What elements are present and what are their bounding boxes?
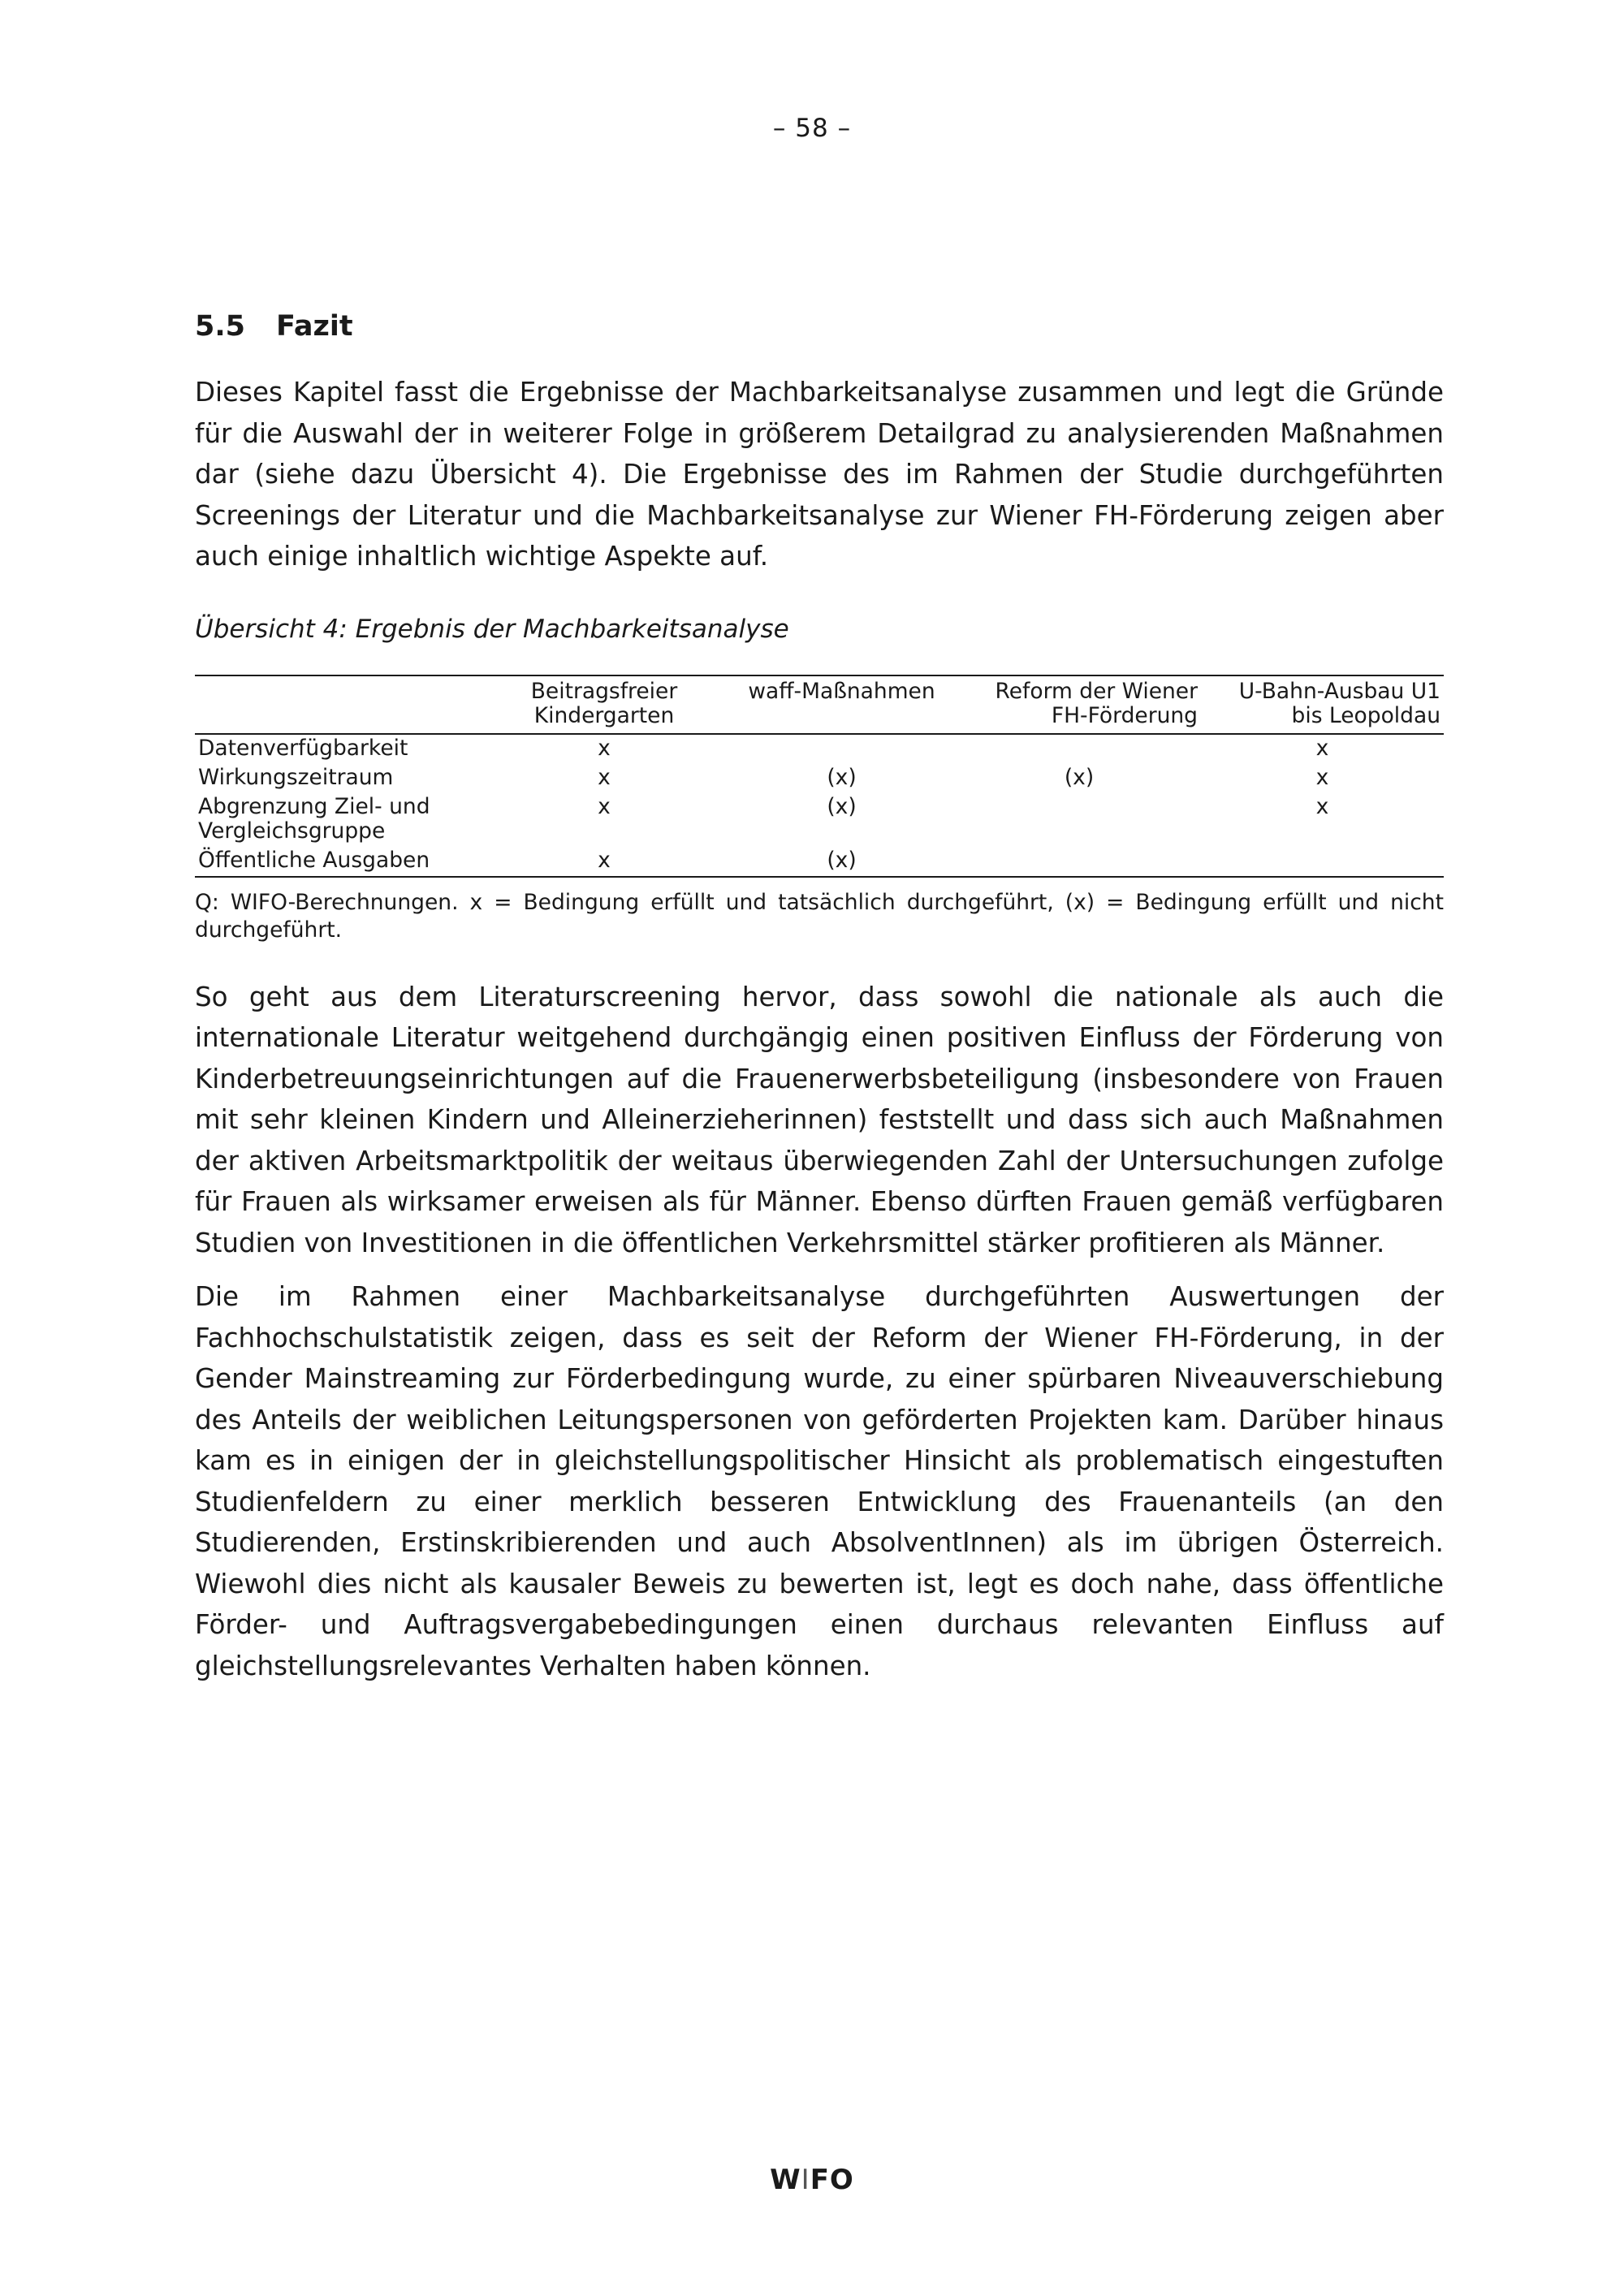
table-cell: (x) bbox=[827, 764, 857, 790]
table-cell: x bbox=[598, 793, 611, 819]
table-cell: x bbox=[598, 764, 611, 790]
table-cell: (x) bbox=[827, 793, 857, 819]
table-cell bbox=[726, 734, 957, 764]
table-cell: x bbox=[1315, 735, 1329, 761]
table-cell: x bbox=[1315, 764, 1329, 790]
table-row bbox=[195, 734, 1444, 764]
table-cell: x bbox=[598, 847, 611, 873]
row-label: Öffentliche Ausgaben bbox=[198, 847, 430, 873]
intro-paragraph: Dieses Kapitel fasst die Ergebnisse der Machbarkeitsanalyse zusammen und legt die Gründe für die Auswahl der in weiterer Folge in größerem Detailgrad zu analysierenden Maßnahmen dar (siehe dazu Übersicht 4). Die Ergebnisse des im Rahmen der Studie durchgeführten Screenings der Literatur und die Machbarkeitsanalyse zur Wiener FH-Förderung zeigen aber auch einige inhaltlich wichtige Aspekte auf. bbox=[195, 377, 1444, 572]
row-label: Wirkungszeitraum bbox=[198, 764, 394, 790]
row-label: Datenverfügbarkeit bbox=[198, 735, 408, 761]
table-cell bbox=[957, 734, 1201, 764]
section-number: 5.5 bbox=[195, 310, 246, 343]
section-title: Fazit bbox=[276, 310, 353, 343]
table-header-row bbox=[195, 675, 1444, 734]
column-header: U-Bahn-Ausbau U1 bis Leopoldau bbox=[1238, 678, 1440, 728]
table-caption: Übersicht 4: Ergebnis der Machbarkeitsanalyse bbox=[195, 614, 789, 644]
column-header: Reform der Wiener FH-Förderung bbox=[995, 678, 1198, 728]
body-paragraph: So geht aus dem Literaturscreening hervor, dass sowohl die nationale als auch die internationale Literatur weitgehend durchgängig einen positiven Einfluss der Förderung von Kinderbetreuungseinrichtungen auf die Frauenerwerbsbeteiligung (insbesondere von Frauen mit sehr kleinen Kindern und Alleinerzieherinnen) feststellt und dass sich auch Maßnahmen der aktiven Arbeitsmarktpolitik der weitaus überwiegenden Zahl der Untersuchungen zufolge für Frauen als wirksamer erweisen als für Männer. Ebenso dürften Frauen gemäß verfügbaren Studien von Investitionen in die öffentlichen Verkehrsmittel stärker profitieren als Männer. bbox=[195, 981, 1444, 1258]
column-header bbox=[195, 675, 482, 734]
row-label: Abgrenzung Ziel- und Vergleichsgruppe bbox=[198, 793, 430, 844]
table-row bbox=[195, 764, 1444, 793]
page-number: – 58 – bbox=[772, 114, 852, 143]
table-cell bbox=[957, 793, 1201, 847]
wifo-logo: WIFO bbox=[770, 2164, 854, 2196]
table-cell bbox=[957, 847, 1201, 877]
table-row bbox=[195, 847, 1444, 877]
table-cell: x bbox=[598, 735, 611, 761]
table-cell: (x) bbox=[1064, 764, 1095, 790]
table-cell bbox=[1201, 847, 1444, 877]
section-heading bbox=[195, 309, 1444, 344]
table-cell: (x) bbox=[827, 847, 857, 873]
feasibility-table bbox=[195, 675, 1444, 878]
table-row bbox=[195, 793, 1444, 847]
body-paragraph: Die im Rahmen einer Machbarkeitsanalyse durchgeführten Auswertungen der Fachhochschulstatistik zeigen, dass es seit der Reform der Wiener FH-Förderung, in der Gender Mainstreaming zur Förderbedingung wurde, zu einer spürbaren Niveauverschiebung des Anteils der weiblichen Leitungspersonen von geförderten Projekten kam. Darüber hinaus kam es in einigen der in gleichstellungspolitischer Hinsicht als problematisch eingestuften Studienfeldern zu einer merklich besseren Entwicklung des Frauenanteils (an den Studierenden, Erstinskribierenden und auch AbsolventInnen) als im übrigen Österreich. Wiewohl dies nicht als kausaler Beweis zu bewerten ist, legt es doch nahe, dass öffentliche Förder- und Auftragsvergabebedingungen einen durchaus relevanten Einfluss auf gleichstellungsrelevantes Verhalten haben können. bbox=[195, 1281, 1444, 1681]
column-header: waff-Maßnahmen bbox=[748, 678, 935, 704]
page-content bbox=[195, 309, 1444, 1699]
table-source-note: Q: WIFO-Berechnungen. x = Bedingung erfüllt und tatsächlich durchgeführt, (x) = Bedingung erfüllt und nicht durchgeführt. bbox=[195, 889, 1444, 943]
column-header: Beitragsfreier Kindergarten bbox=[530, 678, 678, 728]
table-cell: x bbox=[1315, 793, 1329, 819]
